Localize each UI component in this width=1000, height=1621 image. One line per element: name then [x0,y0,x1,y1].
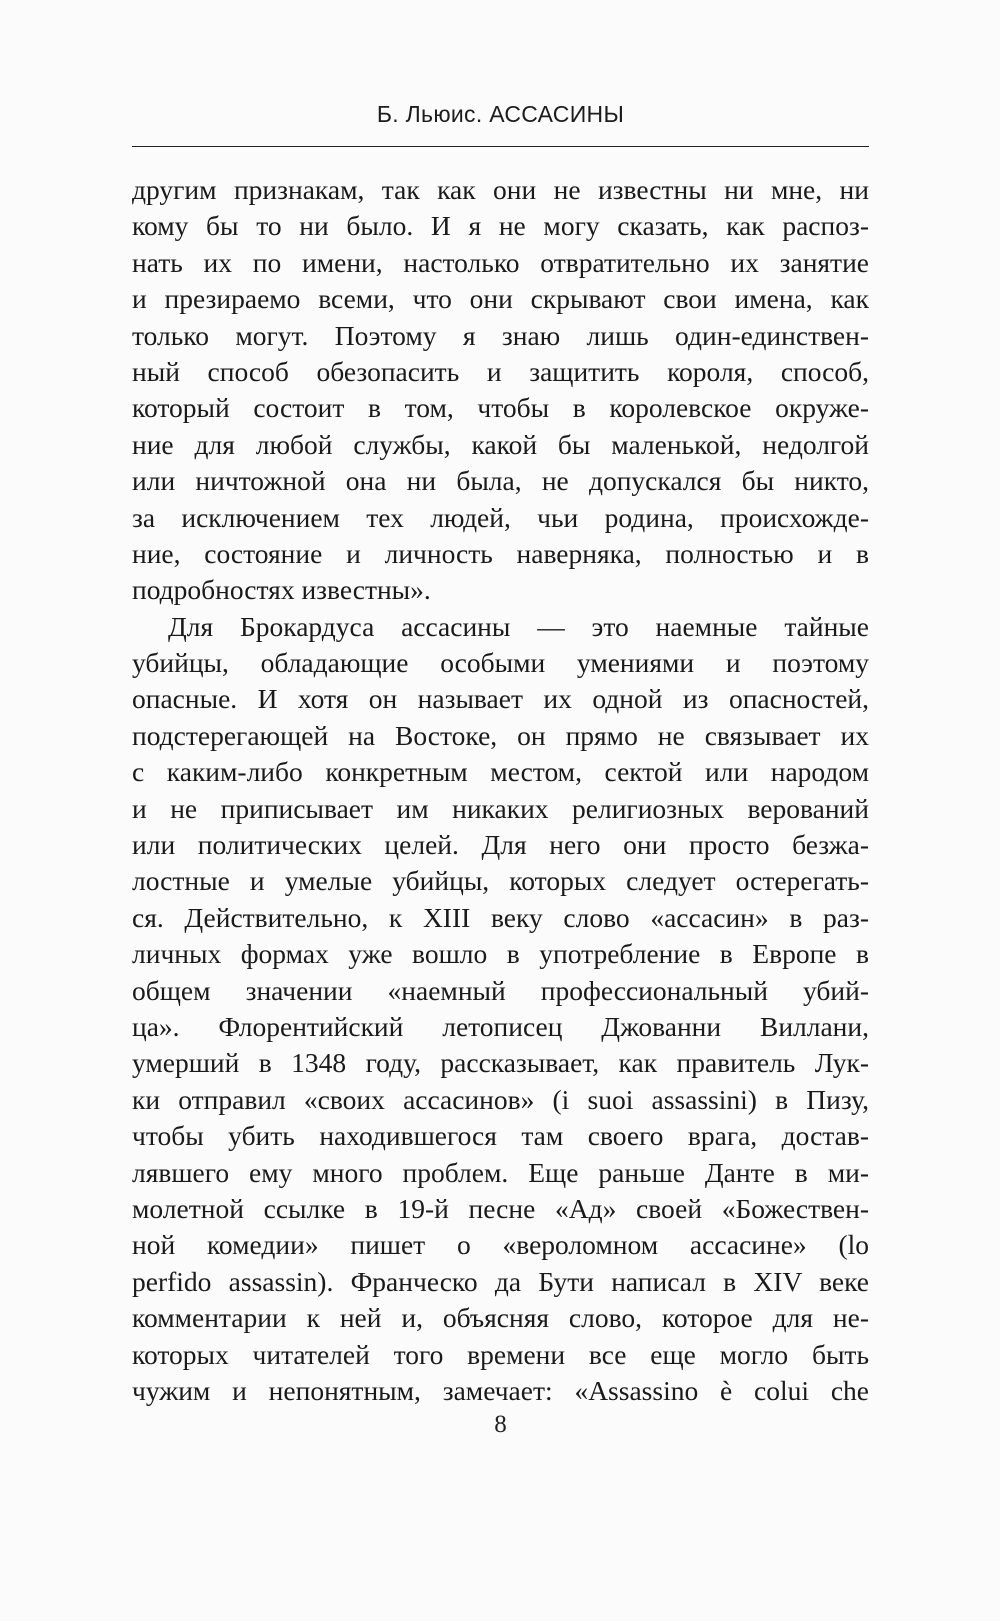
text-line: ние, состояние и личность наверняка, полностью и в [132,537,869,569]
text-line: другим признакам, так как они не известны ни мне, ни [132,174,869,205]
header-rule [132,146,869,147]
text-line: и не приписывает им никаких религиозных верований [132,792,869,824]
text-line: который состоит в том, чтобы в королевское окруже- [132,392,869,424]
text-line: ние для любой службы, какой бы маленькой, недолгой [132,428,869,460]
text-line: ной комедии» пишет о «вероломном ассасине» (lo [132,1229,869,1261]
text-line: нать их по имени, настолько отвратительно их занятие [132,246,869,278]
body-text [132,172,869,1409]
text-line: чужим и непонятным, замечает: «Assassino è colui che [132,1374,869,1406]
text-line: или ничтожной она ни была, не допускался бы никто, [132,465,869,497]
text-line: общем значении «наемный профессиональный убий- [132,974,869,1006]
text-line: ца». Флорентийский летописец Джованни Виллани, [132,1010,869,1042]
text-line: подробностях известны». [132,574,431,606]
text-line: молетной ссылке в 19-й песне «Ад» своей «Божествен- [132,1192,869,1224]
text-line: умерший в 1348 году, рассказывает, как правитель Лук- [132,1047,869,1079]
running-head: Б. Льюис. АССАСИНЫ [376,101,625,127]
text-line: которых читателей того времени все еще могло быть [132,1338,869,1370]
text-line: подстерегающей на Востоке, он прямо не связывает их [132,719,869,751]
text-line: только могут. Поэтому я знаю лишь один-единствен- [132,319,869,351]
paragraph-start-line: Для Брокардуса ассасины — это наемные тайные [168,610,869,642]
text-line: лостные и умелые убийцы, которых следует остерегать- [132,865,869,897]
text-line: ный способ обезопасить и защитить короля, способ, [132,355,869,387]
text-line: убийцы, обладающие особыми умениями и поэтому [132,647,869,679]
text-line: perfido assassin). Франческо да Бути написал в XIV веке [132,1265,869,1297]
text-line: чтобы убить находившегося там своего врага, достав- [132,1120,869,1152]
text-line: опасные. И хотя он называет их одной из опасностей, [132,683,869,715]
text-line: комментарии к ней и, объясняя слово, которое для не- [132,1302,869,1334]
text-line: или политических целей. Для него они просто безжа- [132,829,869,861]
text-line: и презираемо всеми, что они скрывают свои имена, как [132,283,869,315]
text-line: за исключением тех людей, чьи родина, происхожде- [132,501,869,533]
text-line: лявшего ему много проблем. Еще раньше Данте в ми- [132,1156,869,1188]
text-line: ки отправил «своих ассасинов» (i suoi assassini) в Пизу, [132,1083,869,1115]
page-number: 8 [494,1411,507,1438]
text-line: личных формах уже вошло в употребление в Европе в [132,938,869,970]
text-line: с каким-либо конкретным местом, сектой или народом [132,756,869,788]
text-line: ся. Действительно, к XIII веку слово «ассасин» в раз- [132,901,869,933]
text-line: кому бы то ни было. И я не могу сказать, как распоз- [132,210,869,242]
